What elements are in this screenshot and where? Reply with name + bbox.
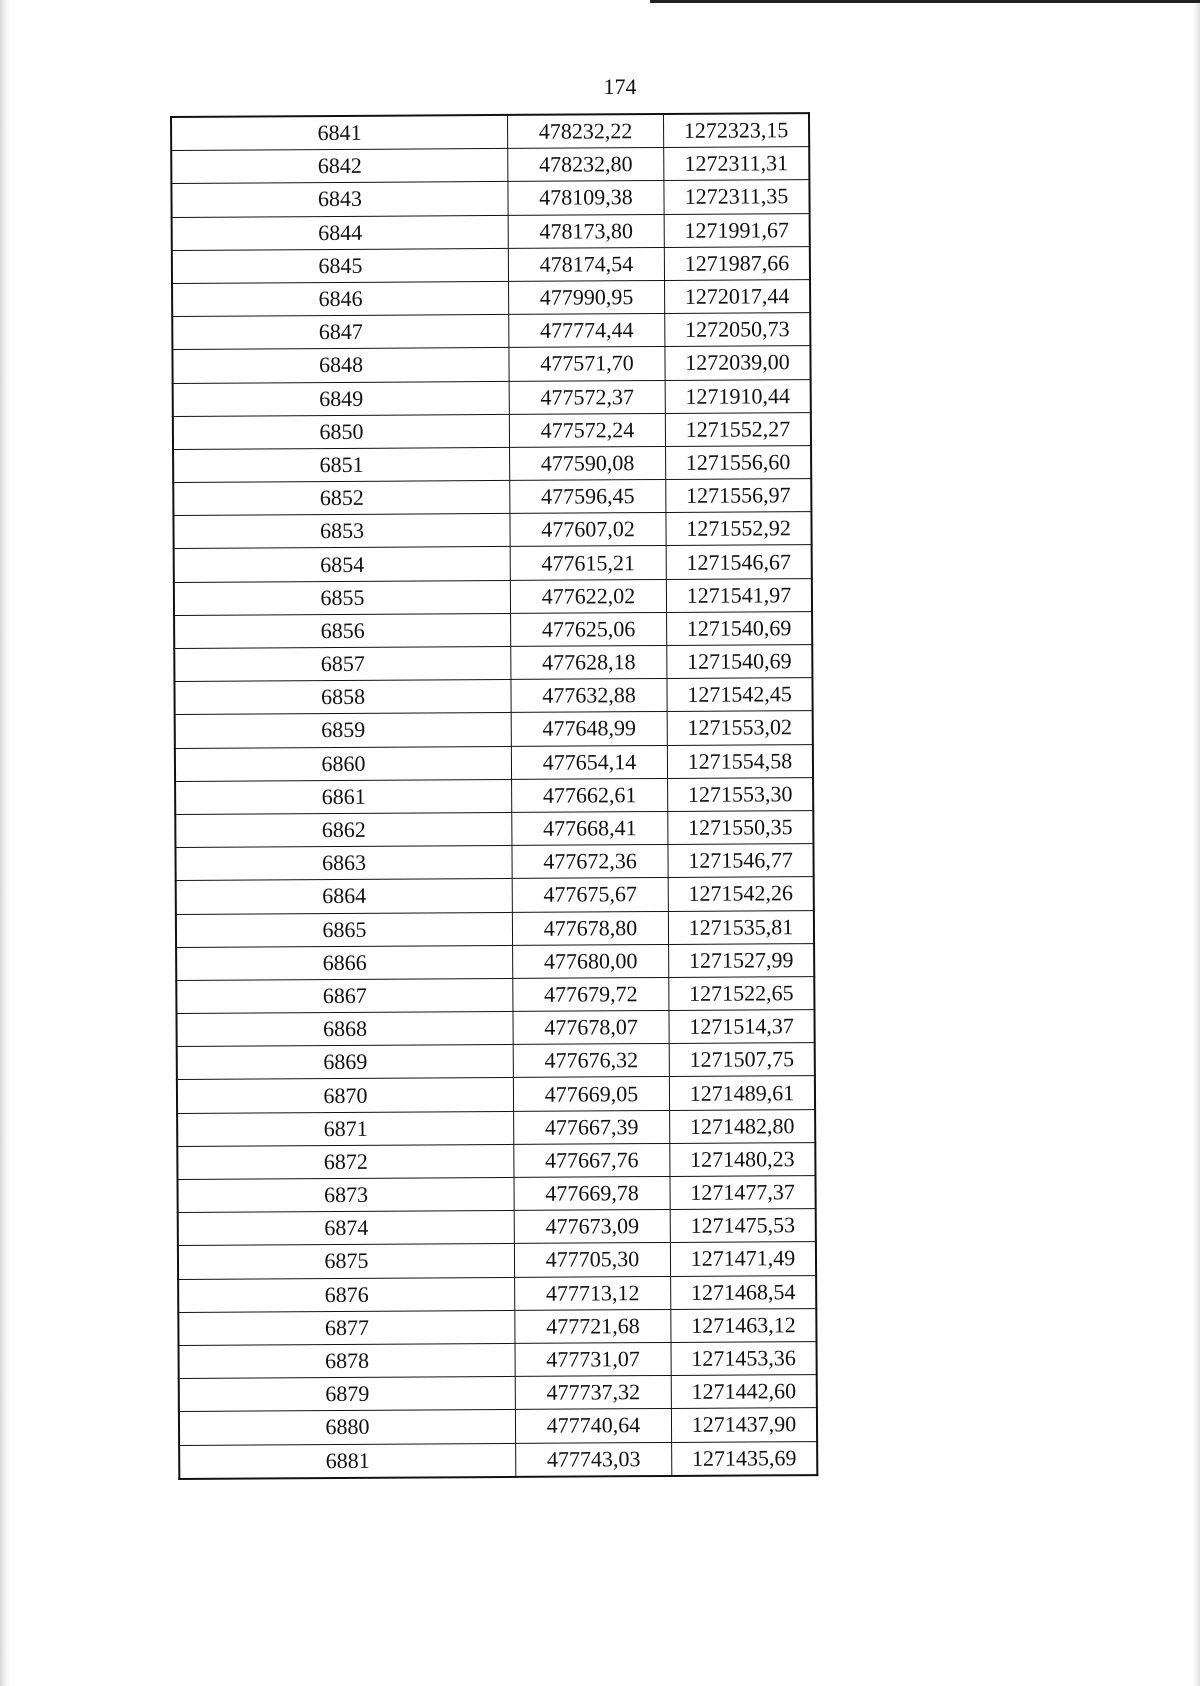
- table-row: [172, 246, 810, 283]
- y-coordinate-cell: 1271553,30: [668, 777, 814, 811]
- point-number-cell: 6855: [174, 580, 511, 615]
- point-number-cell: 6861: [175, 779, 512, 814]
- y-coordinate-cell: 1271514,37: [669, 1010, 815, 1044]
- y-coordinate-cell: 1271542,45: [667, 678, 813, 712]
- scan-top-rule: [650, 0, 1200, 3]
- x-coordinate-cell: 477705,30: [514, 1243, 670, 1277]
- y-coordinate-cell: 1271541,97: [666, 578, 812, 612]
- x-coordinate-cell: 477662,61: [512, 778, 668, 812]
- x-coordinate-cell: 477713,12: [515, 1276, 671, 1310]
- point-number-cell: 6864: [176, 879, 513, 914]
- y-coordinate-cell: 1271552,92: [666, 512, 812, 546]
- table-row: [179, 1375, 817, 1412]
- point-number-cell: 6874: [178, 1211, 515, 1246]
- x-coordinate-cell: 477743,03: [516, 1442, 672, 1477]
- point-number-cell: 6842: [171, 149, 508, 184]
- x-coordinate-cell: 478173,80: [508, 214, 664, 248]
- table-row: [175, 811, 813, 848]
- x-coordinate-cell: 477590,08: [510, 446, 666, 480]
- point-number-cell: 6857: [174, 646, 511, 681]
- table-row: [178, 1275, 816, 1312]
- point-number-cell: 6858: [174, 680, 511, 715]
- table-row: [178, 1242, 816, 1279]
- table-row: [171, 180, 809, 217]
- point-number-cell: 6856: [174, 613, 511, 648]
- y-coordinate-cell: 1272311,35: [664, 180, 810, 214]
- x-coordinate-cell: 477607,02: [510, 513, 666, 547]
- table-row: [179, 1441, 817, 1479]
- point-number-cell: 6854: [174, 547, 511, 582]
- x-coordinate-cell: 477667,39: [514, 1110, 670, 1144]
- x-coordinate-cell: 477673,09: [514, 1210, 670, 1244]
- x-coordinate-cell: 477678,07: [513, 1011, 669, 1045]
- x-coordinate-cell: 477676,32: [513, 1044, 669, 1078]
- point-number-cell: 6849: [173, 381, 510, 416]
- x-coordinate-cell: 477654,14: [511, 745, 667, 779]
- y-coordinate-cell: 1271987,66: [664, 246, 810, 280]
- table-row: [177, 1176, 815, 1213]
- point-number-cell: 6860: [175, 746, 512, 781]
- point-number-cell: 6863: [175, 846, 512, 881]
- point-number-cell: 6859: [175, 713, 512, 748]
- coordinates-table: [170, 112, 818, 1480]
- table-row: [172, 346, 810, 383]
- table-row: [173, 445, 811, 482]
- y-coordinate-cell: 1271552,27: [665, 412, 811, 446]
- y-coordinate-cell: 1271435,69: [672, 1441, 818, 1476]
- x-coordinate-cell: 477667,76: [514, 1143, 670, 1177]
- x-coordinate-cell: 478109,38: [508, 181, 664, 215]
- point-number-cell: 6868: [176, 1011, 513, 1046]
- x-coordinate-cell: 477628,18: [511, 645, 667, 679]
- table-row: [174, 645, 812, 682]
- x-coordinate-cell: 477669,05: [513, 1077, 669, 1111]
- table-row: [175, 844, 813, 881]
- table-row: [171, 113, 809, 151]
- x-coordinate-cell: 477672,36: [512, 845, 668, 879]
- x-coordinate-cell: 477622,02: [510, 579, 666, 613]
- x-coordinate-cell: 477721,68: [515, 1309, 671, 1343]
- x-coordinate-cell: 477679,72: [513, 977, 669, 1011]
- table-row: [177, 1142, 815, 1179]
- y-coordinate-cell: 1271475,53: [670, 1209, 816, 1243]
- table-row: [177, 1043, 815, 1080]
- x-coordinate-cell: 477615,21: [510, 546, 666, 580]
- y-coordinate-cell: 1272323,15: [663, 113, 809, 148]
- x-coordinate-cell: 477990,95: [509, 280, 665, 314]
- point-number-cell: 6845: [172, 248, 509, 283]
- x-coordinate-cell: 477774,44: [509, 314, 665, 348]
- y-coordinate-cell: 1271477,37: [670, 1176, 816, 1210]
- y-coordinate-cell: 1272017,44: [665, 280, 811, 314]
- y-coordinate-cell: 1271546,67: [666, 545, 812, 579]
- x-coordinate-cell: 477740,64: [515, 1409, 671, 1443]
- point-number-cell: 6881: [179, 1443, 516, 1479]
- table-row: [174, 611, 812, 648]
- scan-edge-right: [1192, 0, 1200, 1686]
- table-row: [177, 1109, 815, 1146]
- table-row: [175, 777, 813, 814]
- y-coordinate-cell: 1271540,69: [667, 645, 813, 679]
- y-coordinate-cell: 1271535,81: [668, 910, 814, 944]
- point-number-cell: 6847: [172, 315, 509, 350]
- y-coordinate-cell: 1271550,35: [668, 811, 814, 845]
- x-coordinate-cell: 477571,70: [509, 347, 665, 381]
- table-row: [179, 1408, 817, 1445]
- x-coordinate-cell: 477625,06: [511, 612, 667, 646]
- y-coordinate-cell: 1271489,61: [669, 1076, 815, 1110]
- y-coordinate-cell: 1271554,58: [667, 744, 813, 778]
- table-row: [176, 1010, 814, 1047]
- x-coordinate-cell: 478174,54: [508, 247, 664, 281]
- point-number-cell: 6869: [177, 1045, 514, 1080]
- table-row: [172, 313, 810, 350]
- point-number-cell: 6851: [173, 447, 510, 482]
- y-coordinate-cell: 1271480,23: [670, 1142, 816, 1176]
- x-coordinate-cell: 477669,78: [514, 1176, 670, 1210]
- table-row: [171, 147, 809, 184]
- table-row: [179, 1342, 817, 1379]
- x-coordinate-cell: 477648,99: [511, 712, 667, 746]
- y-coordinate-cell: 1271553,02: [667, 711, 813, 745]
- point-number-cell: 6843: [171, 182, 508, 217]
- x-coordinate-cell: 477680,00: [513, 944, 669, 978]
- point-number-cell: 6879: [179, 1377, 516, 1412]
- table-row: [174, 545, 812, 582]
- y-coordinate-cell: 1271507,75: [669, 1043, 815, 1077]
- x-coordinate-cell: 477632,88: [511, 679, 667, 713]
- point-number-cell: 6880: [179, 1410, 516, 1445]
- point-number-cell: 6841: [171, 115, 508, 151]
- y-coordinate-cell: 1271540,69: [667, 611, 813, 645]
- x-coordinate-cell: 477572,24: [509, 413, 665, 447]
- y-coordinate-cell: 1271542,26: [668, 877, 814, 911]
- y-coordinate-cell: 1272039,00: [665, 346, 811, 380]
- point-number-cell: 6867: [176, 978, 513, 1013]
- point-number-cell: 6846: [172, 281, 509, 316]
- point-number-cell: 6850: [173, 414, 510, 449]
- point-number-cell: 6872: [177, 1144, 514, 1179]
- point-number-cell: 6877: [178, 1310, 515, 1345]
- table-row: [173, 479, 811, 516]
- y-coordinate-cell: 1271437,90: [671, 1408, 817, 1442]
- table-row: [176, 910, 814, 947]
- y-coordinate-cell: 1272311,31: [664, 147, 810, 181]
- y-coordinate-cell: 1271522,65: [669, 976, 815, 1010]
- y-coordinate-cell: 1271468,54: [671, 1275, 817, 1309]
- table-row: [176, 976, 814, 1013]
- y-coordinate-cell: 1272050,73: [665, 313, 811, 347]
- y-coordinate-cell: 1271527,99: [669, 943, 815, 977]
- table-row: [178, 1209, 816, 1246]
- table-row: [172, 280, 810, 317]
- y-coordinate-cell: 1271556,60: [666, 445, 812, 479]
- point-number-cell: 6875: [178, 1244, 515, 1279]
- x-coordinate-cell: 477668,41: [512, 811, 668, 845]
- y-coordinate-cell: 1271453,36: [671, 1342, 817, 1376]
- point-number-cell: 6870: [177, 1078, 514, 1113]
- coordinates-table-body: [171, 113, 817, 1479]
- table-row: [173, 512, 811, 549]
- y-coordinate-cell: 1271546,77: [668, 844, 814, 878]
- table-row: [178, 1308, 816, 1345]
- table-row: [175, 711, 813, 748]
- x-coordinate-cell: 477678,80: [512, 911, 668, 945]
- y-coordinate-cell: 1271910,44: [665, 379, 811, 413]
- point-number-cell: 6844: [172, 215, 509, 250]
- table-row: [173, 412, 811, 449]
- table-row: [172, 213, 810, 250]
- y-coordinate-cell: 1271482,80: [670, 1109, 816, 1143]
- y-coordinate-cell: 1271471,49: [670, 1242, 816, 1276]
- scan-edge-left: [0, 0, 10, 1686]
- point-number-cell: 6871: [177, 1111, 514, 1146]
- point-number-cell: 6876: [178, 1277, 515, 1312]
- point-number-cell: 6878: [179, 1343, 516, 1378]
- x-coordinate-cell: 477731,07: [515, 1342, 671, 1376]
- y-coordinate-cell: 1271991,67: [664, 213, 810, 247]
- table-row: [174, 678, 812, 715]
- point-number-cell: 6865: [176, 912, 513, 947]
- page-number: 174: [603, 74, 637, 99]
- point-number-cell: 6853: [173, 514, 510, 549]
- x-coordinate-cell: 478232,22: [507, 114, 663, 149]
- y-coordinate-cell: 1271556,97: [666, 479, 812, 513]
- x-coordinate-cell: 477572,37: [509, 380, 665, 414]
- table-row: [176, 943, 814, 980]
- point-number-cell: 6873: [177, 1177, 514, 1212]
- point-number-cell: 6848: [172, 348, 509, 383]
- table-row: [173, 379, 811, 416]
- table-row: [175, 744, 813, 781]
- table-row: [174, 578, 812, 615]
- y-coordinate-cell: 1271442,60: [671, 1375, 817, 1409]
- x-coordinate-cell: 477675,67: [512, 878, 668, 912]
- point-number-cell: 6866: [176, 945, 513, 980]
- y-coordinate-cell: 1271463,12: [671, 1308, 817, 1342]
- table-row: [176, 877, 814, 914]
- table-row: [177, 1076, 815, 1113]
- x-coordinate-cell: 477596,45: [510, 480, 666, 514]
- point-number-cell: 6852: [173, 480, 510, 515]
- x-coordinate-cell: 477737,32: [515, 1376, 671, 1410]
- x-coordinate-cell: 478232,80: [508, 148, 664, 182]
- point-number-cell: 6862: [175, 812, 512, 847]
